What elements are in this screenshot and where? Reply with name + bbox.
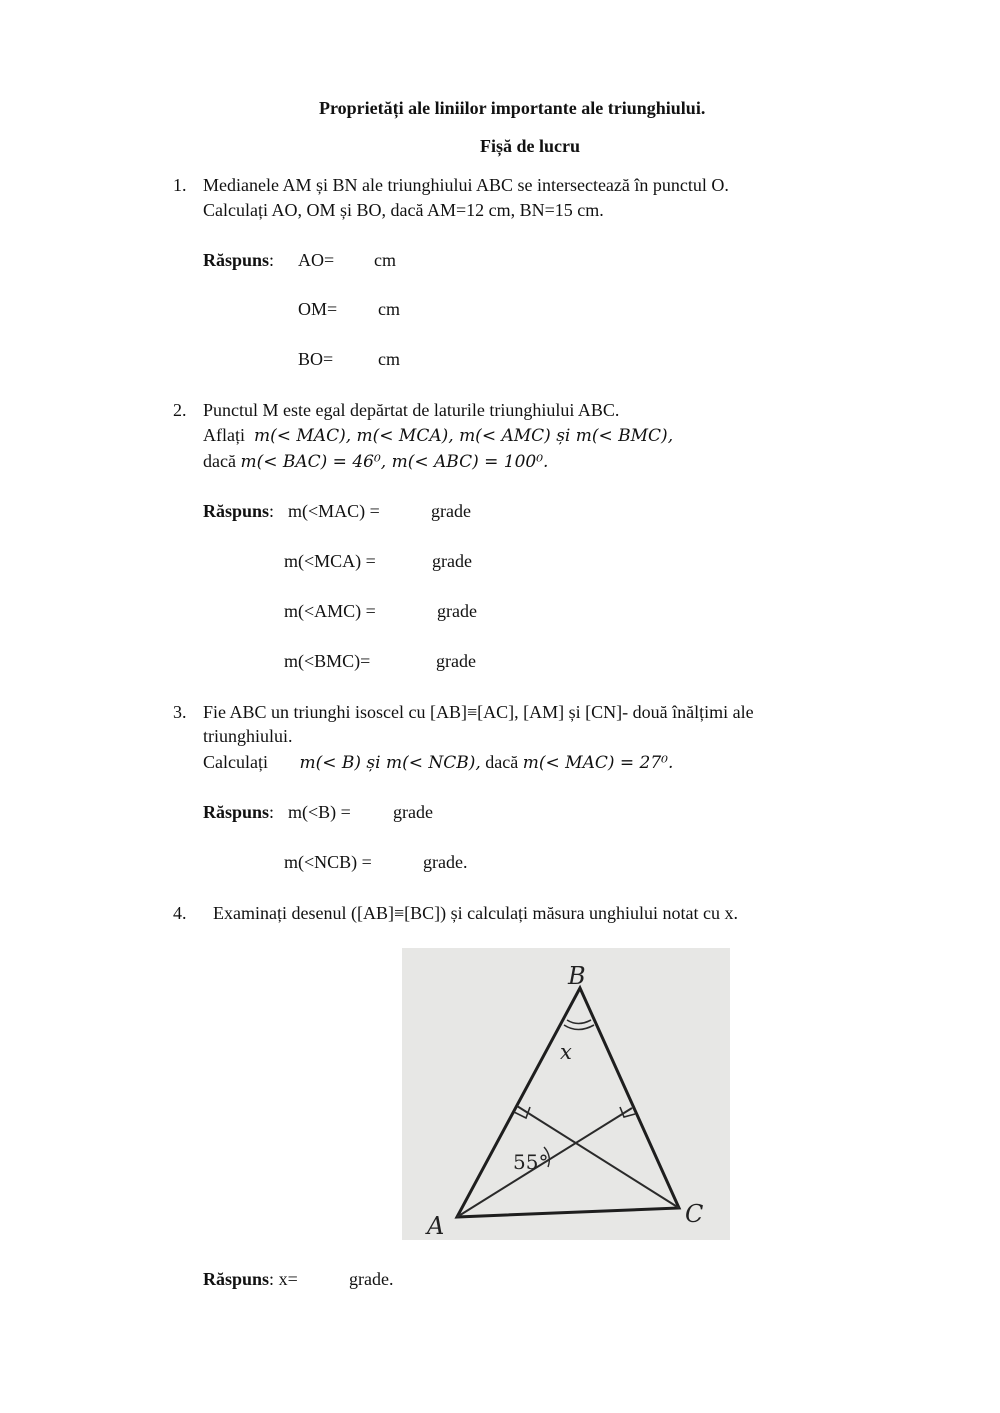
q1-line1: Medianele AM și BN ale triunghiului ABC se intersectează în punctul O. xyxy=(203,175,729,195)
label-a: A xyxy=(427,1212,445,1240)
q2-amc-unit: grade xyxy=(437,601,477,621)
q1-om-label: OM= xyxy=(298,299,338,319)
label-b: B xyxy=(568,962,586,990)
q2-number: 2. xyxy=(173,400,187,420)
q2-line1: Punctul M este egal depărtat de laturile triunghiului ABC. xyxy=(203,400,620,420)
q4-x-unit: grade. xyxy=(349,1269,394,1289)
q3-b-label: m(<B) = xyxy=(288,802,351,822)
triangle-figure xyxy=(402,948,730,1240)
q2-mca-unit: grade xyxy=(432,551,472,571)
q1-ao-unit: cm xyxy=(374,250,396,270)
label-angle-55: 55° xyxy=(513,1150,549,1174)
page-subtitle: Fișă de lucru xyxy=(480,136,581,156)
q3-line3: Calculați m(< B) și m(< NCB), dacă m(< MAC) = 27⁰. xyxy=(203,752,674,773)
q2-mac-unit: grade xyxy=(431,501,471,521)
photo-background xyxy=(402,948,730,1240)
q1-bo-unit: cm xyxy=(378,349,400,369)
q2-answer-label: Răspuns: xyxy=(203,501,275,521)
q4-text: Examinați desenul ([AB]≡[BC]) și calculați măsura unghiului notat cu x. xyxy=(213,903,739,923)
q1-bo-label: BO= xyxy=(298,349,334,369)
q4-x-label: x= xyxy=(278,1269,298,1289)
q2-mca-label: m(<MCA) = xyxy=(284,551,376,571)
q3-b-unit: grade xyxy=(393,802,433,822)
q3-number: 3. xyxy=(173,702,187,722)
q1-ao-label: AO= xyxy=(298,250,335,270)
q1-line2: Calculați AO, OM și BO, dacă AM=12 cm, BN=15 cm. xyxy=(203,200,604,220)
q3-answer-label: Răspuns: xyxy=(203,802,275,822)
q2-mac-label: m(<MAC) = xyxy=(288,501,380,521)
q4-number: 4. xyxy=(173,903,187,923)
label-x: x xyxy=(560,1040,572,1064)
q1-om-unit: cm xyxy=(378,299,400,319)
q3-ncb-unit: grade. xyxy=(423,852,468,872)
q3-ncb-label: m(<NCB) = xyxy=(284,852,372,872)
q2-amc-label: m(<AMC) = xyxy=(284,601,376,621)
q2-line2: Aflați m(< MAC), m(< MCA), m(< AMC) și m(< BMC), xyxy=(203,425,674,446)
q3-line2: triunghiului. xyxy=(203,726,293,746)
q2-bmc-label: m(<BMC)= xyxy=(284,651,371,671)
q1-number: 1. xyxy=(173,175,187,195)
q3-line1: Fie ABC un triunghi isoscel cu [AB]≡[AC], [AM] și [CN]- două înălțimi ale xyxy=(203,702,754,722)
q2-line3: dacă m(< BAC) = 46⁰, m(< ABC) = 100⁰. xyxy=(203,451,549,472)
q4-answer-label: Răspuns: x= xyxy=(203,1269,298,1289)
q1-answer-label: Răspuns: xyxy=(203,250,275,270)
page-title: Proprietăți ale liniilor importante ale triunghiului. xyxy=(319,98,706,118)
triangle-diagram xyxy=(402,948,730,1240)
label-c: C xyxy=(685,1200,704,1228)
q2-bmc-unit: grade xyxy=(436,651,476,671)
